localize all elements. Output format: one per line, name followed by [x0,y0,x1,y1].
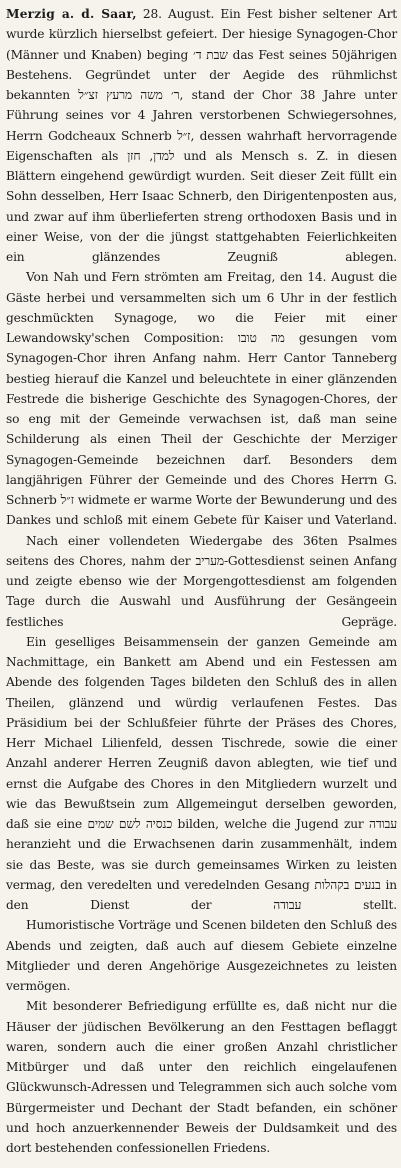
article-paragraph-6: Mit besonderer Befriedigung erfüllte es, daß nicht nur die Häuser der jüdischen Bevölkerung an den Festtagen beflaggt waren, sondern auch die einer großen Anzahl christlicher Mitbürger und daß unter den reichlich eingelaufenen Glückwunsch-Adressen und Telegrammen sich auch solche vom Bürgermeister und Dechant der Stadt befanden, ein schöner und hoch anzuerkennender Beweis der Duldsamkeit und des dort bestehenden confessionellen Friedens. [6,999,397,1155]
news-article [6,4,397,1158]
article-paragraph-4: Ein geselliges Beisammensein der ganzen Gemeinde am Nachmittage, ein Bankett am Abend und ein Festessen am Abende des folgenden Tages bildeten den Schluß des in allen Theilen, glänzend und würdig verlaufenen Festes. Das Präsidium bei der Schlußfeier führte der Präses des Chores, Herr Michael Lilienfeld, dessen Tischrede, sowie die einer Anzahl anderer Herren Zeugniß davon ablegten, wie tief und ernst die Aufgabe des Chores in den Mitgliedern wurzelt und wie das Bewußtsein zum Allgemeingut derselben geworden, daß sie eine כנסיה לשם שמים bilden, welche die Jugend zur עבודה heranzieht und die Erwachsenen darin zusammenhält, indem sie das Beste, was sie durch gemeinsames Wirken zu leisten vermag, den veredelten und veredelnden Gesang בנעים בקהלות in den Dienst der עבודה stellt. [6,634,398,912]
article-paragraph-1 [6,4,397,267]
paragraph-1-text: 28. August. Ein Fest bisher seltener Art wurde kürzlich hierselbst gefeiert. Der hiesige Synagogen-Chor (Männer und Knaben) beging שבת ד׳ das Fest seines 50jährigen Bestehens. Gegründet unter der Aegide des rühmlichst bekannten ר׳ משה מרעץ זצ״ל, stand der Chor 38 Jahre unter Führung seines vor 4 Jahren verstorbenen Schwiegersohnes, Herrn Godcheaux Schnerb ז״ל, dessen wahrhaft hervorragende Eigenschaften als למדן, חזן und als Mensch s. Z. in diesen Blättern eingehend gewürdigt wurden. Seit dieser Zeit füllt ein Sohn desselben, Herr Isaac Schnerb, den Dirigentenposten aus, und zwar auf ihm überlieferten streng orthodoxen Basis und in einer Weise, von der die jüngst stattgehabten Feierlichkeiten ein glänzendes Zeugniß ablegen. [6,7,398,264]
article-paragraph-2: Von Nah und Fern strömten am Freitag, den 14. August die Gäste herbei und versammelten sich um 6 Uhr in der festlich geschmückten Synagoge, wo die Feier mit einer Lewandowsky'schen Composition: מה טובו gesungen vom Synagogen-Chor ihren Anfang nahm. Herr Cantor Tanneberg bestieg hierauf die Kanzel und beleuchtete in einer glänzenden Festrede die bisherige Geschichte des Synagogen-Chores, der so eng mit der Gemeinde verwachsen ist, daß man seine Schilderung als einen Theil der Geschichte der Merziger Synagogen-Gemeinde bezeichnen darf. Besonders dem langjährigen Führer der Gemeinde und des Chores Herrn G. Schnerb ז״ל widmete er warme Worte der Bewunderung und des Dankes und schloß mit einem Gebete für Kaiser und Vaterland. [6,270,397,528]
article-paragraph-3: Nach einer vollendeten Wiedergabe des 36ten Psalmes seitens des Chores, nahm der מעריב-Gottesdienst seinen Anfang und zeigte ebenso wie der Morgengottesdienst am folgenden Tage durch die Auswahl und Ausführung der Gesängeein festliches Gepräge. [6,533,397,629]
article-paragraph-5: Humoristische Vorträge und Scenen bildeten den Schluß des Abends und zeigten, daß auch auf diesem Gebiete einzelne Mitglieder und deren Angehörige Ausgezeichnetes zu leisten vermögen. [6,918,397,993]
article-dateline: Merzig a. d. Saar, [6,7,137,21]
